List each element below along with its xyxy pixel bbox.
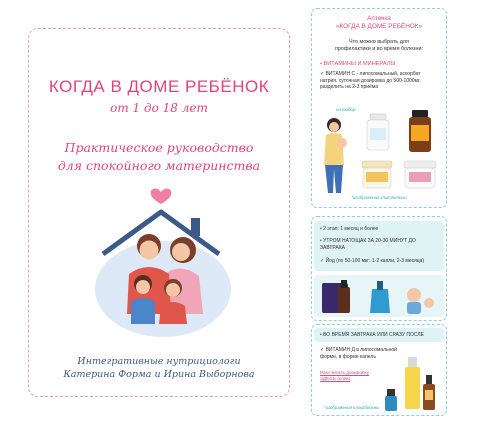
girl-face [166, 283, 180, 297]
cover-subtitle-line1: Практическое руководство [64, 140, 254, 155]
family-illustration [91, 184, 231, 339]
cover-subtitle-line2: для спокойного материнства [57, 158, 261, 173]
mother-face [172, 243, 190, 261]
dosage-link-line2[interactable]: ЗДЕСЬ (клик) [320, 377, 351, 382]
first-aid-kit-page[interactable] [311, 8, 447, 208]
iodine-dosage-text: ✓ Йод (по 50-100 мкг: 1-2 капли, 2-3 месяца) [320, 258, 425, 264]
vitamin-c-jar-brown[interactable] [405, 109, 435, 153]
iodine-page[interactable] [311, 216, 447, 321]
choice-label: на выбор: [336, 107, 357, 112]
iodine-bottles-image [314, 275, 444, 317]
iodine-products-photo[interactable] [314, 275, 444, 317]
kit-question-line2: профилактики и во время болезни: [334, 46, 423, 52]
cover-age-range: от 1 до 18 лет [110, 101, 208, 115]
vitamin-d-drops-image[interactable] [384, 355, 440, 413]
guide-cover[interactable] [28, 28, 290, 397]
boy-face [136, 280, 150, 294]
girl-body [159, 302, 187, 324]
father-face [140, 241, 159, 260]
clickable-images-caption: *изображения кликабельны [351, 195, 407, 200]
vitamin-d-line2: форме, в форме капель [320, 353, 376, 360]
vitamin-d-page[interactable] [311, 324, 447, 416]
vitamin-c-line3: разделить на 2-3 приёма [320, 84, 379, 90]
vitamin-d-line1: ✓ ВИТАМИН Д в липосомальной [320, 347, 397, 353]
clickable-images-caption-2: *изображения кликабельны [324, 405, 380, 410]
dosage-link-line1[interactable]: Рассчитать дозировку [320, 371, 370, 376]
cover-title: КОГДА В ДОМЕ РЕБЁНОК [48, 77, 270, 96]
vitamin-c-text [320, 71, 440, 91]
vitamin-c-line2: натрия, суточная дозировка до 500-1000мг, [320, 77, 421, 84]
vitamin-c-tub-cream[interactable] [360, 159, 394, 189]
morning-line2: ЗАВТРАКА [320, 244, 345, 251]
mother-with-baby-illustration [318, 113, 352, 197]
authors-line1: Интегративные нутрициологи [77, 356, 241, 367]
chimney [191, 218, 200, 236]
cover-authors [29, 355, 289, 381]
with-breakfast-text: • ВО ВРЕМЯ ЗАВТРАКА ИЛИ СРАЗУ ПОСЛЕ [320, 332, 424, 338]
vitamin-c-line1: ✓ ВИТАМИН С - липосомальный, аскорбат [320, 71, 421, 77]
stage-two-text: • 2 этап: 1 месяц и более [320, 226, 379, 232]
heart-icon [151, 188, 172, 204]
kit-question-line1: Что можно выбрать для [349, 39, 409, 45]
morning-line1: • УТРОМ НАТОЩАК ЗА 20-30 МИНУТ ДО [320, 238, 416, 244]
morning-empty-stomach-text [320, 238, 440, 251]
vitamin-c-tub-white[interactable] [402, 159, 438, 189]
cover-subtitle [29, 139, 289, 175]
dosage-calculator-link[interactable] [320, 371, 369, 383]
vitamins-section-title: • ВИТАМИНЫ И МИНЕРАЛЫ [320, 61, 396, 67]
authors-line2: Катерина Форма и Ирина Выборнова [63, 369, 255, 380]
boy-body [131, 298, 155, 324]
kit-heading-line2: «КОГДА В ДОМЕ РЕБЁНОК» [335, 23, 423, 30]
kit-heading [312, 15, 446, 31]
kit-heading-line1: Аптечка [367, 15, 391, 22]
kit-question [322, 39, 436, 53]
vitamin-c-jar-white[interactable] [362, 113, 394, 151]
